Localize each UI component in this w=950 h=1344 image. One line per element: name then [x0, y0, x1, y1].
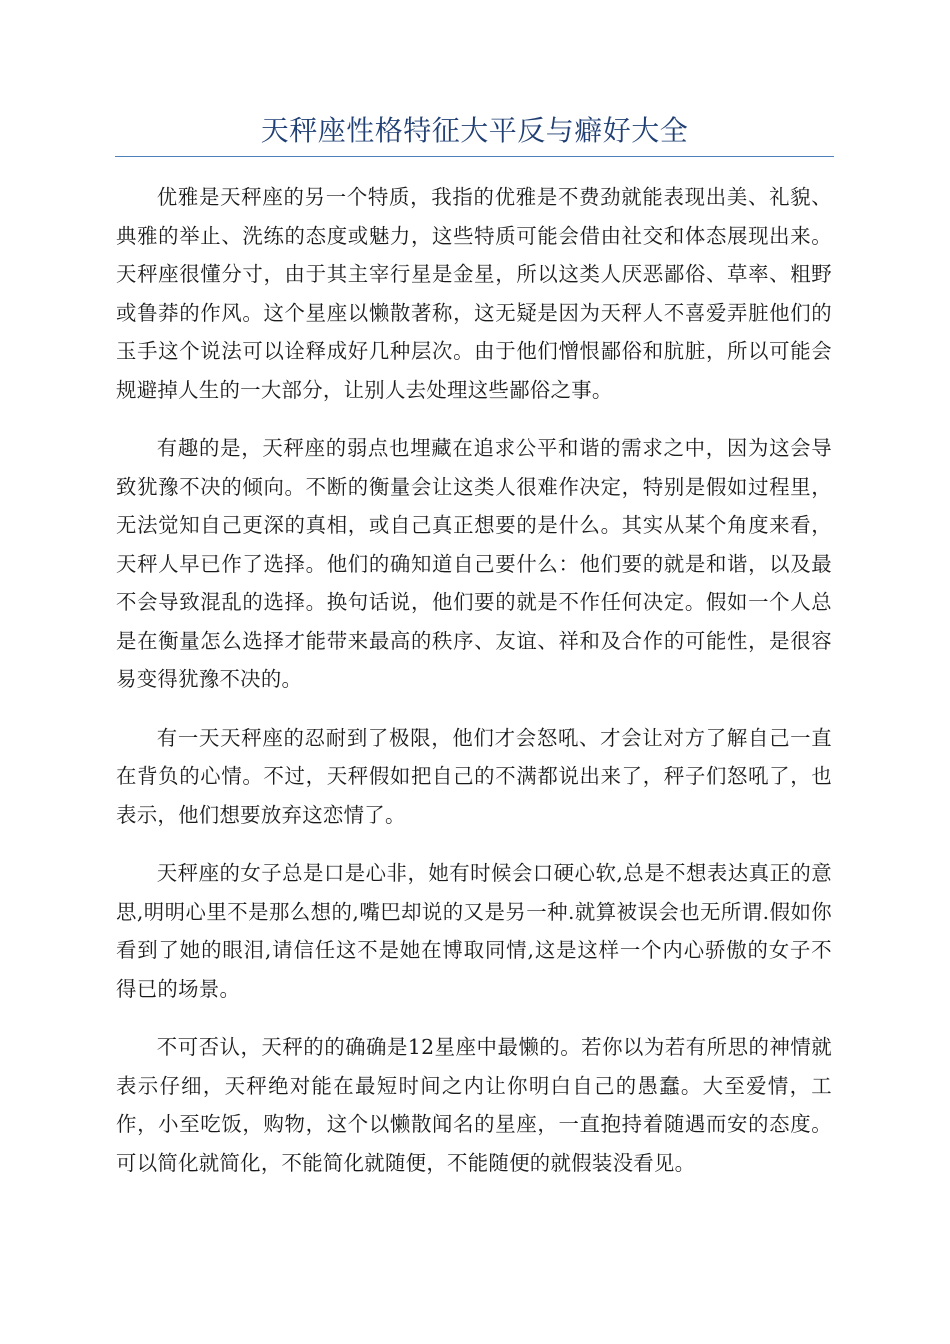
paragraph-5: 不可否认，天秤的的确确是12星座中最懒的。若你以为若有所思的神情就表示仔细，天秤绝对能在最短时间之内让你明白自己的愚蠢。大至爱情，工作，小至吃饭，购物，这个以懒散闻名的星座，一直抱持着随遇而安的态度。可以简化就简化，不能简化就随便，不能随便的就假装没看见。	[116, 1035, 832, 1175]
document-body	[116, 178, 832, 1202]
paragraph-4: 天秤座的女子总是口是心非，她有时候会口硬心软,总是不想表达真正的意思,明明心里不是那么想的,嘴巴却说的又是另一种.就算被误会也无所谓.假如你看到了她的眼泪,请信任这不是她在博取同情,这是这样一个内心骄傲的女子不得已的场景。	[116, 861, 832, 1001]
title-block	[115, 112, 834, 157]
paragraph-3: 有一天天秤座的忍耐到了极限，他们才会怒吼、才会让对方了解自己一直在背负的心情。不过，天秤假如把自己的不满都说出来了，秤子们怒吼了，也表示，他们想要放弃这恋情了。	[116, 725, 832, 827]
paragraph-2: 有趣的是，天秤座的弱点也埋藏在追求公平和谐的需求之中，因为这会导致犹豫不决的倾向。不断的衡量会让这类人很难作决定，特别是假如过程里，无法觉知自己更深的真相，或自己真正想要的是什么。其实从某个角度来看，天秤人早已作了选择。他们的确知道自己要什么：他们要的就是和谐，以及最不会导致混乱的选择。换句话说，他们要的就是不作任何决定。假如一个人总是在衡量怎么选择才能带来最高的秩序、友谊、祥和及合作的可能性，是很容易变得犹豫不决的。	[116, 436, 832, 691]
page-title: 天秤座性格特征大平反与癖好大全	[260, 114, 689, 147]
paragraph-1: 优雅是天秤座的另一个特质，我指的优雅是不费劲就能表现出美、礼貌、典雅的举止、洗练的态度或魅力，这些特质可能会借由社交和体态展现出来。天秤座很懂分寸，由于其主宰行星是金星，所以这类人厌恶鄙俗、草率、粗野或鲁莽的作风。这个星座以懒散著称，这无疑是因为天秤人不喜爱弄脏他们的玉手这个说法可以诠释成好几种层次。由于他们憎恨鄙俗和肮脏，所以可能会规避掉人生的一大部分，让别人去处理这些鄙俗之事。	[116, 185, 832, 402]
